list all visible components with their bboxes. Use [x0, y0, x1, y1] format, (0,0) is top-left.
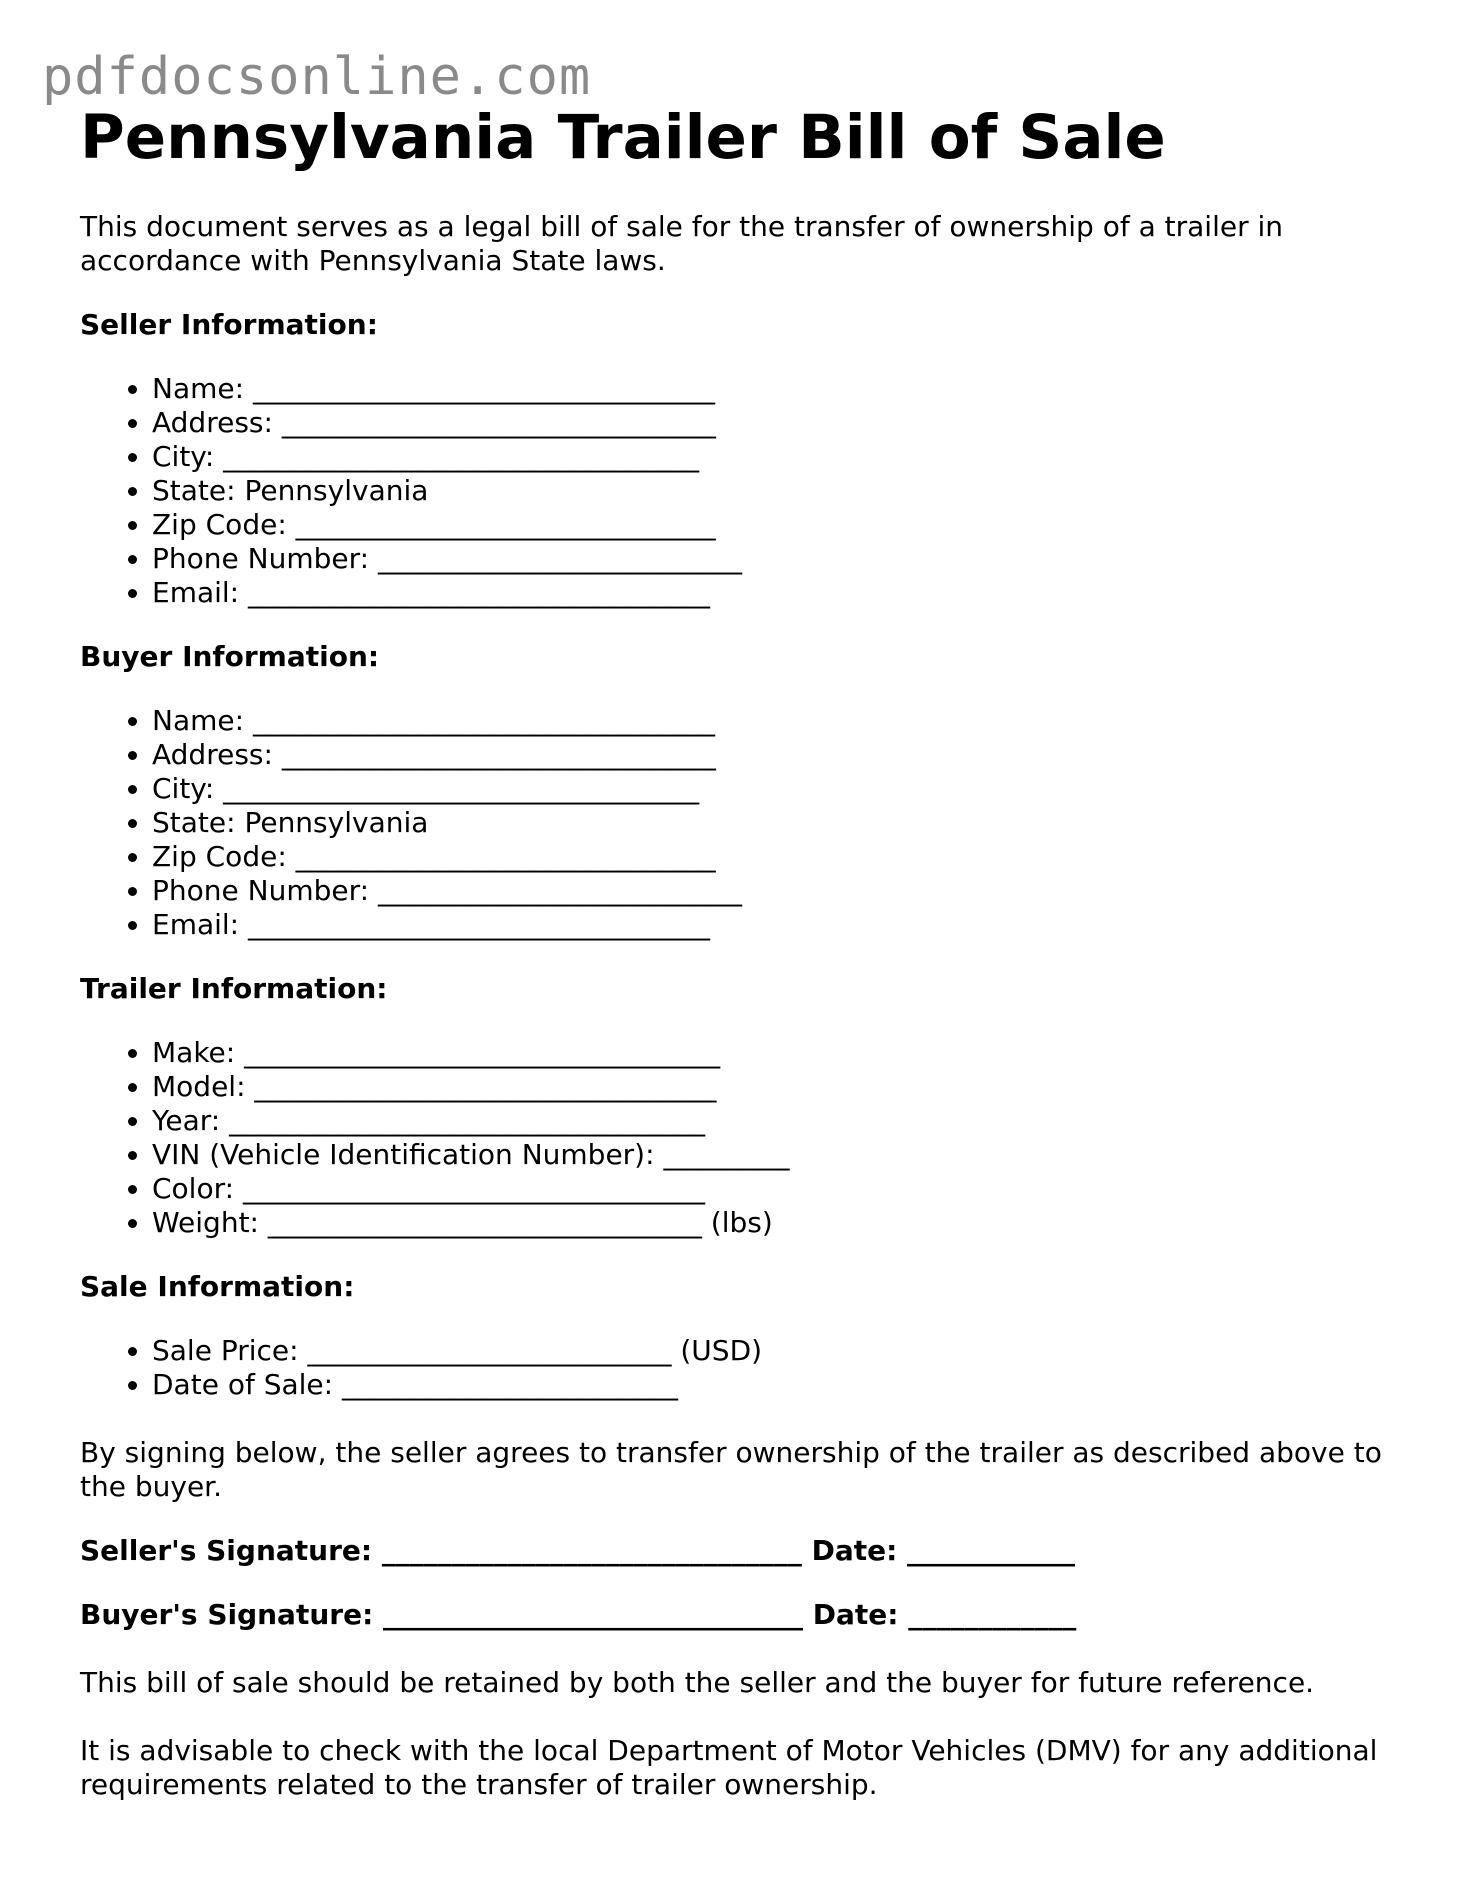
seller-phone-field: • Phone Number: __________________________ — [152, 542, 1410, 576]
sale-section-heading: Sale Information: — [80, 1270, 355, 1303]
buyer-email-field: • Email: _________________________________ — [152, 908, 1410, 942]
seller-name-field: • Name: _________________________________ — [152, 372, 1410, 406]
seller-state-field: • State: Pennsylvania — [152, 474, 1410, 508]
buyer-signature-line: Buyer's Signature: ______________________________ Date: ____________ — [80, 1598, 1077, 1631]
trailer-weight-field: • Weight: _______________________________ (lbs) — [152, 1206, 1410, 1240]
buyer-section-heading: Buyer Information: — [80, 640, 380, 673]
trailer-color-field: • Color: _________________________________ — [152, 1172, 1410, 1206]
seller-signature-line: Seller's Signature: ______________________________ Date: ____________ — [80, 1534, 1076, 1567]
trailer-model-field: • Model: _________________________________ — [152, 1070, 1410, 1104]
trailer-field-list — [80, 1036, 1410, 1240]
seller-address-field: • Address: _______________________________ — [152, 406, 1410, 440]
agreement-paragraph: By signing below, the seller agrees to transfer ownership of the trailer as described above to the buyer. — [80, 1436, 1382, 1503]
retain-note-paragraph: This bill of sale should be retained by both the seller and the buyer for future reference. — [80, 1666, 1315, 1699]
seller-zip-field: • Zip Code: ______________________________ — [152, 508, 1410, 542]
buyer-name-field: • Name: _________________________________ — [152, 704, 1410, 738]
seller-section-heading: Seller Information: — [80, 308, 378, 341]
trailer-vin-field: • VIN (Vehicle Identification Number): _________ — [152, 1138, 1410, 1172]
document-title: Pennsylvania Trailer Bill of Sale — [80, 102, 1166, 173]
buyer-zip-field: • Zip Code: ______________________________ — [152, 840, 1410, 874]
trailer-section-heading: Trailer Information: — [80, 972, 388, 1005]
buyer-address-field: • Address: _______________________________ — [152, 738, 1410, 772]
sale-field-list — [80, 1334, 1410, 1402]
seller-email-field: • Email: _________________________________ — [152, 576, 1410, 610]
trailer-make-field: • Make: __________________________________ — [152, 1036, 1410, 1070]
buyer-city-field: • City: __________________________________ — [152, 772, 1410, 806]
sale-price-field: • Sale Price: __________________________ (USD) — [152, 1334, 1410, 1368]
seller-field-list — [80, 372, 1410, 610]
buyer-field-list — [80, 704, 1410, 942]
sale-date-field: • Date of Sale: ________________________ — [152, 1368, 1410, 1402]
document-body — [80, 100, 1410, 1802]
buyer-phone-field: • Phone Number: __________________________ — [152, 874, 1410, 908]
seller-city-field: • City: __________________________________ — [152, 440, 1410, 474]
watermark-text: pdfdocsonline.com — [42, 47, 592, 107]
buyer-state-field: • State: Pennsylvania — [152, 806, 1410, 840]
intro-paragraph: This document serves as a legal bill of sale for the transfer of ownership of a trailer in accordance with Pennsylvania State laws. — [80, 210, 1284, 277]
trailer-year-field: • Year: __________________________________ — [152, 1104, 1410, 1138]
dmv-note-paragraph: It is advisable to check with the local Department of Motor Vehicles (DMV) for any additional requirements related to the transfer of trailer ownership. — [80, 1734, 1378, 1801]
